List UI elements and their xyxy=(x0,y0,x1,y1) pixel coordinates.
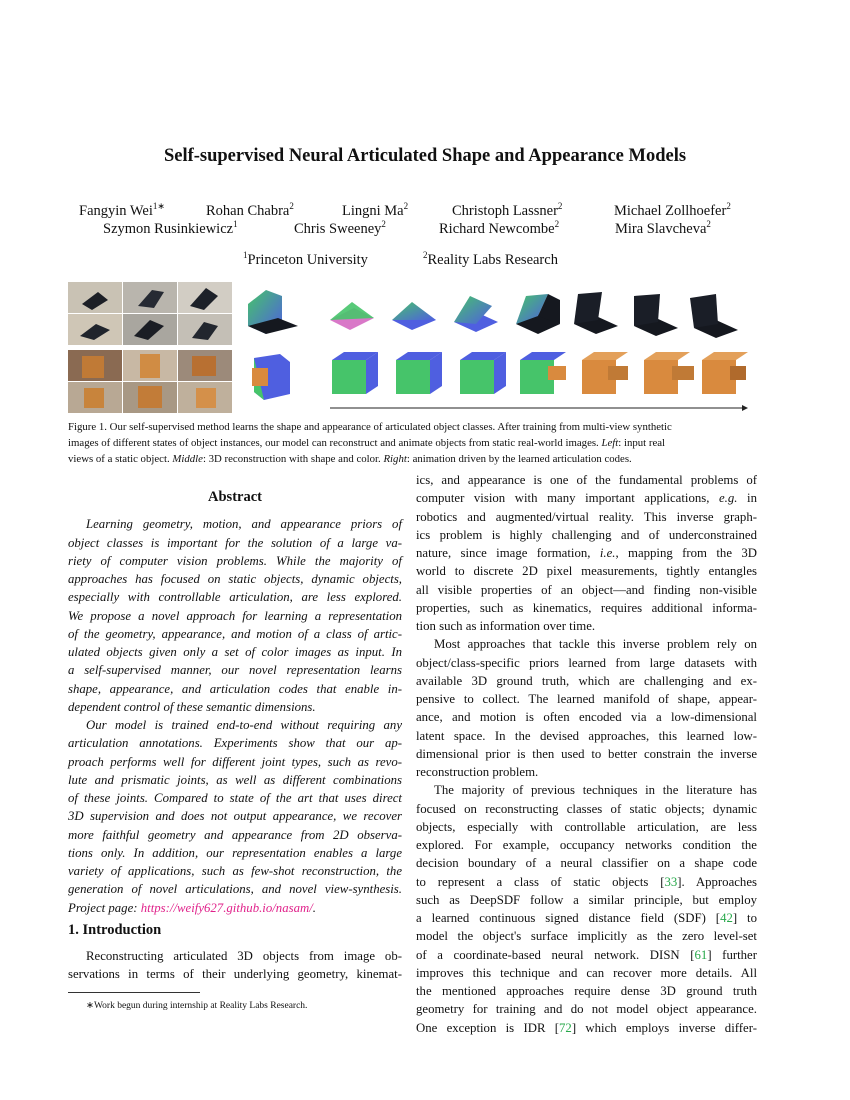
author: Szymon Rusinkiewicz$^1$ xyxy=(103,219,238,237)
section-heading-introduction: 1. Introduction xyxy=(68,921,162,938)
input-photo-grid-cabinet xyxy=(68,350,232,413)
paper-title: Self-supervised Neural Articulated Shape and Appearance Models xyxy=(163,146,687,166)
teaser-figure xyxy=(68,282,748,414)
abstract-body: Learning geometry, motion, and appearance priors of object classes is important for the solution of a large va- riety of computer vision problems. While the majority of approaches has focused on static objects, dynamic objects, especially with controllable articulation, are less explored. We propose a novel approach for learning a representation of the geometry, appearance, and motion of a class of artic- ulated objects given only a set of color images as input. In a self-supervised manner, our novel representation learns shape, appearance, and articulation codes that enable in- dependent control of these semantic dimensions. Our model is trained end-to-end without requiring any articulation annotations. Experiments show that our ap- proach performs well for different joint types, such as revo- lute and prismatic joints, as well as different combinations of these joints. Compared to state of the art that uses direct 3D supervision and does not output appearance, we recover more faithful geometry and appearance from 2D observa- tions only. In addition, our representation enables a large variety of applications, such as few-shot reconstruction, the generation of novel articulations, and novel view-synthesis. Project page: https://weify627.github.io/nasam/. xyxy=(68,517,402,915)
author: Fangyin Wei$^{1∗}$ xyxy=(79,201,165,219)
animation-cabinet xyxy=(332,352,748,394)
citation-link[interactable]: 33 xyxy=(664,874,678,889)
project-page-link[interactable]: https://weify627.github.io/nasam/ xyxy=(140,900,313,915)
author: Chris Sweeney$^2$ xyxy=(294,219,386,237)
author: Rohan Chabra$^2$ xyxy=(206,201,294,219)
citation-link[interactable]: 42 xyxy=(720,911,733,925)
intro-text: Reconstructing articulated 3D objects from image ob- xyxy=(86,949,402,963)
animation-laptop xyxy=(330,292,738,338)
reconstruction-laptop xyxy=(248,290,298,334)
right-column: ics, and appearance is one of the fundamental problems of computer vision with many important applications, e.g. in robotics and augmented/virtual reality. This inverse graph- ics problem is highly challenging and of underconstrained nature, since image formation, i.e., mapping from the 3D world to discrete 2D pixel measurements, tightly entangles all visible properties of an object—and finding non-visible properties, such as kinematics, requires additional informa- tion such as information over time. Most approaches that tackle this inverse problem rely on object/class-specific priors learned from large datasets with available 3D ground truth, which are challenging and ex- pensive to collect. The learned manifold of shape, appear- ance, and motion is often encoded via a low-dimensional latent space. In the devised approaches, this learned low- dimensional prior is then used to better constrain the inverse reconstruction problem. The majority of previous techniques in the literature has focused on reconstructing classes of static objects; dynamic objects, especially with controllable articulation, are less explored. For example, occupancy networks condition the decision boundary of a neural classifier on a shape code to represent a class of static objects [33]. Approaches such as DeepSDF follow a similar principle, but employ a learned continuous signed distance field (SDF) [42] to model the object's surface implicitly as the zero level-set of a coordinate-based neural network. DISN [61] further improves this technique and can recover more details. All the mentioned approaches require dense 3D ground truth geometry for training and do not model object appearance. One exception is IDR [72] which employs inverse differ- xyxy=(416,473,758,1035)
author: Mira Slavcheva$^2$ xyxy=(615,219,711,237)
author: Michael Zollhoefer$^2$ xyxy=(614,201,731,219)
author: Christoph Lassner$^2$ xyxy=(452,201,563,219)
affiliation: $^2$Reality Labs Research xyxy=(423,250,558,268)
citation-link[interactable]: 72 xyxy=(559,1020,572,1035)
animation-arrow xyxy=(330,405,748,411)
author: Lingni Ma$^2$ xyxy=(342,201,409,219)
affiliation: $^1$Princeton University xyxy=(243,250,368,268)
figure-caption: Figure 1. Our self-supervised method learns the shape and appearance of articulated object classes. After training from multi-view synthetic images of different states of object instances, our model can reconstruct and animate objects from static real-world images. Left: input real views of a static object. Middle: 3D reconstruction with shape and color. Right: animation driven by the learned articulation codes. xyxy=(68,421,672,465)
footnote: ∗Work begun during internship at Reality Labs Research. xyxy=(86,1000,308,1011)
input-photo-grid-laptop xyxy=(68,282,232,345)
intro-text: servations in terms of their underlying geometry, kinemat- xyxy=(68,967,402,982)
left-column xyxy=(68,488,402,1015)
footnote-rule xyxy=(68,992,200,993)
abstract-heading: Abstract xyxy=(208,489,262,505)
citation-link[interactable]: 61 xyxy=(694,947,708,962)
author: Richard Newcombe$^2$ xyxy=(439,219,560,237)
reconstruction-cabinet xyxy=(252,354,290,400)
